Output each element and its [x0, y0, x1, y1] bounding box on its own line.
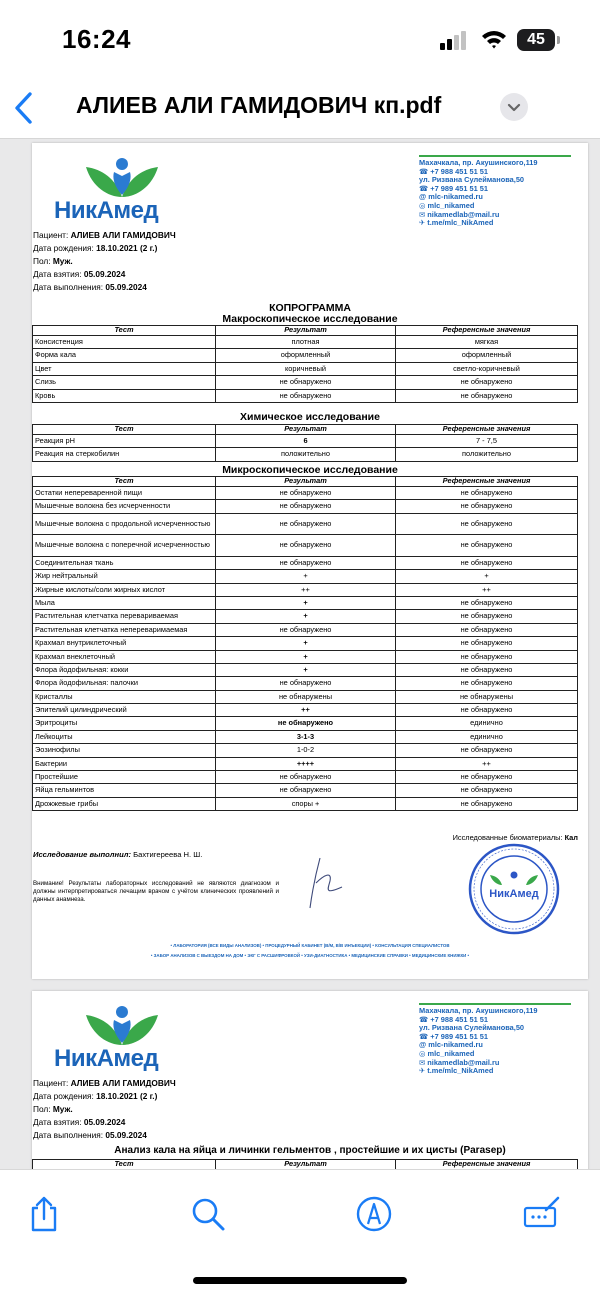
table-row	[33, 487, 578, 500]
patient-field-value: АЛИЕВ АЛИ ГАМИДОВИЧ	[70, 1078, 176, 1088]
test-name: Эритроциты	[33, 717, 216, 730]
biomaterial-value: Кал	[564, 833, 578, 842]
test-name: Крахмал внутриклеточный	[33, 637, 216, 650]
contact-icon: ✈	[419, 1066, 428, 1076]
reference-value: не обнаружено	[396, 663, 578, 676]
table-row	[33, 376, 578, 389]
table-row	[33, 663, 578, 676]
pdf-page-2	[32, 991, 588, 1169]
test-name: Мышечные волокна с продольной исчерченностью	[33, 513, 216, 535]
test-name: Дрожжевые грибы	[33, 797, 216, 810]
test-name: Мыла	[33, 596, 216, 609]
pdf-viewer[interactable]	[0, 139, 600, 1169]
reference-value: положительно	[396, 448, 578, 461]
contact-text: mlc-nikamed.ru	[428, 192, 483, 202]
test-name: Консистенция	[33, 336, 216, 349]
reference-value: светло-коричневый	[396, 362, 578, 375]
contact-text: t.me/mlc_NikAmed	[427, 1066, 494, 1076]
test-result: не обнаружено	[216, 771, 396, 784]
table-row	[33, 610, 578, 623]
clinic-logo-icon	[82, 157, 162, 199]
patient-field-label: Пациент:	[33, 230, 71, 240]
section-title: Микроскопическое исследование	[222, 464, 398, 476]
test-result: 6	[216, 435, 396, 448]
header-result: Результат	[216, 425, 396, 435]
patient-field-label: Пол:	[33, 256, 53, 266]
test-result: не обнаружено	[216, 513, 396, 535]
patient-field	[33, 1103, 176, 1116]
test-result: положительно	[216, 448, 396, 461]
test-result: оформленный	[216, 349, 396, 362]
table-row	[33, 389, 578, 402]
performed-by	[33, 850, 202, 859]
cellular-signal-icon	[440, 30, 468, 50]
test-result: не обнаружено	[216, 500, 396, 513]
performed-label: Исследование выполнил:	[33, 850, 134, 859]
test-name: Жир нейтральный	[33, 570, 216, 583]
contact-text: Махачкала, пр. Акушинского,119	[419, 158, 538, 167]
header-test: Тест	[33, 425, 216, 435]
battery-cap	[557, 36, 560, 44]
section-title: Химическое исследование	[240, 411, 380, 423]
test-result: не обнаружено	[216, 623, 396, 636]
reference-value: не обнаружено	[396, 513, 578, 535]
header-result: Результат	[216, 326, 396, 336]
table-row	[33, 596, 578, 609]
table-row	[33, 435, 578, 448]
table-header-row	[33, 425, 578, 435]
patient-field-label: Дата выполнения:	[33, 1130, 106, 1140]
header-reference: Референсные значения	[396, 477, 578, 487]
reference-value: не обнаружено	[396, 637, 578, 650]
test-result: не обнаружено	[216, 376, 396, 389]
header-result: Результат	[216, 477, 396, 487]
table-row	[33, 771, 578, 784]
contact-text: +7 989 451 51 51	[430, 1031, 489, 1041]
status-bar	[0, 0, 600, 80]
contact-text: t.me/mlc_NikAmed	[427, 218, 494, 228]
patient-field-value: 05.09.2024	[83, 1117, 126, 1127]
test-result: не обнаружено	[216, 487, 396, 500]
table-row	[33, 583, 578, 596]
patient-field-value: 05.09.2024	[83, 269, 126, 279]
patient-field-value: 05.09.2024	[105, 282, 147, 292]
reference-value: не обнаружено	[396, 677, 578, 690]
reference-value: 7 - 7,5	[396, 435, 578, 448]
clinic-logo-text: НикАмед	[54, 1045, 159, 1072]
header-result: Результат	[216, 1160, 396, 1170]
contact-text: ул. Ризвана Сулейманова,50	[419, 1023, 525, 1033]
test-result: 1-0-2	[216, 744, 396, 757]
patient-field-value: Муж.	[52, 256, 73, 266]
contact-icon: ☎	[419, 166, 431, 176]
patient-field-label: Дата рождения:	[33, 243, 97, 253]
contact-text: +7 988 451 51 51	[430, 1014, 489, 1024]
reference-value: не обнаружено	[396, 535, 578, 557]
reference-value: единично	[396, 730, 578, 743]
status-time: 16:24	[62, 24, 131, 54]
patient-field-value: 05.09.2024	[105, 1130, 147, 1140]
reference-value: ++	[396, 757, 578, 770]
results-table	[32, 476, 578, 811]
contact-icon: ✉	[419, 1057, 428, 1067]
contacts-divider	[419, 155, 571, 157]
table-header-row	[33, 1160, 578, 1170]
reference-value: не обнаружены	[396, 690, 578, 703]
patient-field-label: Дата рождения:	[33, 1091, 97, 1101]
contact-text: ул. Ризвана Сулейманова,50	[419, 175, 525, 185]
test-name: Лейкоциты	[33, 730, 216, 743]
test-name: Флора йодофильная: кокки	[33, 663, 216, 676]
parasep-table	[32, 1159, 578, 1169]
patient-field-label: Дата выполнения:	[33, 282, 106, 292]
test-result: +	[216, 663, 396, 676]
pdf-page-1	[32, 143, 588, 979]
parasep-title: Анализ кала на яйца и личинки гельментов , простейшие и их цисты (Parasep)	[114, 1145, 506, 1156]
test-result: не обнаружено	[216, 677, 396, 690]
table-row	[33, 717, 578, 730]
reference-value: мягкая	[396, 336, 578, 349]
test-result: не обнаружено	[216, 535, 396, 557]
test-result: 3-1-3	[216, 730, 396, 743]
test-name: Соединительная ткань	[33, 556, 216, 569]
test-result: +	[216, 596, 396, 609]
test-result: +	[216, 637, 396, 650]
contact-icon: ◎	[419, 200, 428, 210]
reference-value: ++	[396, 583, 578, 596]
test-name: Цвет	[33, 362, 216, 375]
table-row	[33, 556, 578, 569]
contact-line	[419, 1067, 571, 1076]
search-icon[interactable]	[188, 1194, 228, 1234]
clinic-logo	[54, 157, 184, 229]
test-result: не обнаружено	[216, 717, 396, 730]
table-row	[33, 797, 578, 810]
contact-icon: @	[419, 192, 429, 202]
patient-field	[33, 1116, 176, 1129]
patient-field-value: 18.10.2021 (2 г.)	[96, 1091, 158, 1101]
test-result: не обнаружено	[216, 389, 396, 402]
reference-value: +	[396, 570, 578, 583]
table-row	[33, 744, 578, 757]
reference-value: оформленный	[396, 349, 578, 362]
contacts-divider	[419, 1003, 571, 1005]
clinic-contacts	[419, 1003, 571, 1076]
footer-services-1: • ЛАБОРАТОРИЯ (ВСЕ ВИДЫ АНАЛИЗОВ) • ПРОЦЕДУРНЫЙ КАБИНЕТ (В/М, В/В ИНЪЕКЦИИ) • КОНСУЛЬТАЦИЯ СПЕЦИАЛИСТОВ	[170, 943, 450, 948]
table-row	[33, 623, 578, 636]
contact-text: +7 989 451 51 51	[430, 183, 489, 193]
navigation-bar	[0, 80, 600, 139]
contact-icon: ☎	[419, 183, 431, 193]
table-row	[33, 650, 578, 663]
contact-icon: ☎	[419, 1014, 431, 1024]
reference-value: не обнаружено	[396, 771, 578, 784]
test-name: Эпителий цилиндрический	[33, 704, 216, 717]
table-header-row	[33, 326, 578, 336]
test-name: Кровь	[33, 389, 216, 402]
patient-field	[33, 1090, 176, 1103]
test-name: Крахмал внеклеточный	[33, 650, 216, 663]
patient-field-value: АЛИЕВ АЛИ ГАМИДОВИЧ	[70, 230, 176, 240]
table-row	[33, 704, 578, 717]
test-name: Реакция рН	[33, 435, 216, 448]
clinic-logo	[54, 1005, 184, 1077]
patient-field-label: Пол:	[33, 1104, 53, 1114]
contact-text: nikamedlab@mail.ru	[427, 1057, 500, 1067]
chevron-down-icon	[500, 93, 528, 121]
reference-value: не обнаружено	[396, 797, 578, 810]
contact-text: +7 988 451 51 51	[430, 166, 489, 176]
contact-icon: ◎	[419, 1048, 428, 1058]
test-result: не обнаружено	[216, 784, 396, 797]
test-result: споры +	[216, 797, 396, 810]
contact-icon: ☎	[419, 1031, 431, 1041]
test-name: Простейшие	[33, 771, 216, 784]
test-result: +	[216, 610, 396, 623]
test-name: Мышечные волокна с поперечной исчерченностью	[33, 535, 216, 557]
patient-field-value: 18.10.2021 (2 г.)	[96, 243, 158, 253]
test-result: +	[216, 570, 396, 583]
table-row	[33, 362, 578, 375]
test-result: ++++	[216, 757, 396, 770]
contact-text: Махачкала, пр. Акушинского,119	[419, 1006, 538, 1015]
table-row	[33, 570, 578, 583]
test-name: Эозинофилы	[33, 744, 216, 757]
wifi-icon	[480, 28, 508, 50]
results-table	[32, 424, 578, 462]
test-name: Яйца гельминтов	[33, 784, 216, 797]
home-indicator	[193, 1277, 407, 1284]
patient-field-value: Муж.	[52, 1104, 73, 1114]
test-name: Жирные кислоты/соли жирных кислот	[33, 583, 216, 596]
doctor-signature	[302, 853, 362, 913]
reference-value: не обнаружено	[396, 389, 578, 402]
form-fill-icon[interactable]	[522, 1194, 562, 1234]
header-test: Тест	[33, 477, 216, 487]
header-test: Тест	[33, 326, 216, 336]
biomaterial-label: Исследованные биоматериалы:	[452, 833, 565, 842]
patient-field	[33, 281, 176, 294]
patient-info	[33, 229, 176, 294]
performed-value: Бахтигереева Н. Ш.	[133, 850, 203, 859]
contact-icon: ✈	[419, 218, 428, 228]
footer-services-2: • ЗАБОР АНАЛИЗОВ С ВЫЕЗДОМ НА ДОМ • ЭКГ С РАСШИФРОВКОЙ • УЗИ-ДИАГНОСТИКА • МЕДИЦИНСКИЕ СПРАВКИ • МЕДИЦИНСКИЕ КНИЖКИ •	[150, 953, 470, 958]
battery-indicator: 45	[517, 29, 555, 51]
patient-field	[33, 229, 176, 242]
test-name: Флора йодофильная: палочки	[33, 677, 216, 690]
table-row	[33, 757, 578, 770]
test-name: Растительная клетчатка непереваримаемая	[33, 623, 216, 636]
test-name: Остатки непереваренной пищи	[33, 487, 216, 500]
test-name: Кристаллы	[33, 690, 216, 703]
contact-text: mlc-nikamed.ru	[428, 1040, 483, 1050]
test-result: плотная	[216, 336, 396, 349]
patient-field	[33, 268, 176, 281]
reference-value: не обнаружено	[396, 556, 578, 569]
table-row	[33, 637, 578, 650]
header-test: Тест	[33, 1160, 216, 1170]
patient-field-label: Дата взятия:	[33, 269, 84, 279]
title-menu-button[interactable]	[500, 93, 528, 121]
reference-value: не обнаружено	[396, 610, 578, 623]
patient-field	[33, 1129, 176, 1142]
contact-text: nikamedlab@mail.ru	[427, 209, 500, 219]
reference-value: не обнаружено	[396, 784, 578, 797]
test-result: ++	[216, 583, 396, 596]
reference-value: единично	[396, 717, 578, 730]
clinic-contacts	[419, 155, 571, 228]
patient-field	[33, 242, 176, 255]
patient-info	[33, 1077, 176, 1142]
patient-field-label: Пациент:	[33, 1078, 71, 1088]
table-row	[33, 349, 578, 362]
patient-field	[33, 1077, 176, 1090]
test-name: Бактерии	[33, 757, 216, 770]
test-result: +	[216, 650, 396, 663]
results-table	[32, 325, 578, 403]
table-row	[33, 784, 578, 797]
header-reference: Референсные значения	[396, 1160, 578, 1170]
table-row	[33, 500, 578, 513]
test-name: Слизь	[33, 376, 216, 389]
table-row	[33, 690, 578, 703]
table-row	[33, 677, 578, 690]
contact-text: mlc_nikamed	[427, 200, 475, 210]
section-title: Макроскопическое исследование	[222, 313, 398, 325]
stamp-text: НикАмед	[489, 888, 539, 900]
contact-icon: ✉	[419, 209, 428, 219]
test-result: коричневый	[216, 362, 396, 375]
reference-value: не обнаружено	[396, 500, 578, 513]
test-name: Мышечные волокна без исчерченности	[33, 500, 216, 513]
test-name: Форма кала	[33, 349, 216, 362]
header-reference: Референсные значения	[396, 326, 578, 336]
contact-line	[419, 219, 571, 228]
table-header-row	[33, 477, 578, 487]
report-title: КОПРОГРАММА	[269, 302, 351, 314]
reference-value: не обнаружено	[396, 487, 578, 500]
reference-value: не обнаружено	[396, 704, 578, 717]
table-row	[33, 730, 578, 743]
reference-value: не обнаружено	[396, 744, 578, 757]
share-icon[interactable]	[24, 1194, 64, 1234]
test-name: Реакция на стеркобилин	[33, 448, 216, 461]
reference-value: не обнаружено	[396, 376, 578, 389]
markup-icon[interactable]	[354, 1194, 394, 1234]
reference-value: не обнаружено	[396, 650, 578, 663]
header-reference: Референсные значения	[396, 425, 578, 435]
reference-value: не обнаружено	[396, 623, 578, 636]
biomaterial-line	[453, 833, 578, 842]
patient-field	[33, 255, 176, 268]
clinic-logo-text: НикАмед	[54, 197, 159, 224]
contact-text: mlc_nikamed	[427, 1048, 475, 1058]
table-row	[33, 535, 578, 557]
reference-value: не обнаружено	[396, 596, 578, 609]
clinic-stamp	[468, 843, 560, 935]
test-name: Растительная клетчатка перевариваемая	[33, 610, 216, 623]
test-result: ++	[216, 704, 396, 717]
test-result: не обнаружены	[216, 690, 396, 703]
table-row	[33, 448, 578, 461]
clinic-logo-icon	[82, 1005, 162, 1047]
table-row	[33, 336, 578, 349]
test-result: не обнаружено	[216, 556, 396, 569]
document-title: АЛИЕВ АЛИ ГАМИДОВИЧ кп.pdf	[76, 92, 442, 118]
disclaimer-notice: Внимание! Результаты лабораторных исследований не являются диагнозом и должны интерпретироваться лечащим врачом с учётом клинических проявлений и данных анамнеза.	[33, 880, 279, 904]
contact-icon: @	[419, 1040, 429, 1050]
back-chevron-icon[interactable]	[10, 88, 40, 128]
patient-field-label: Дата взятия:	[33, 1117, 84, 1127]
table-row	[33, 513, 578, 535]
